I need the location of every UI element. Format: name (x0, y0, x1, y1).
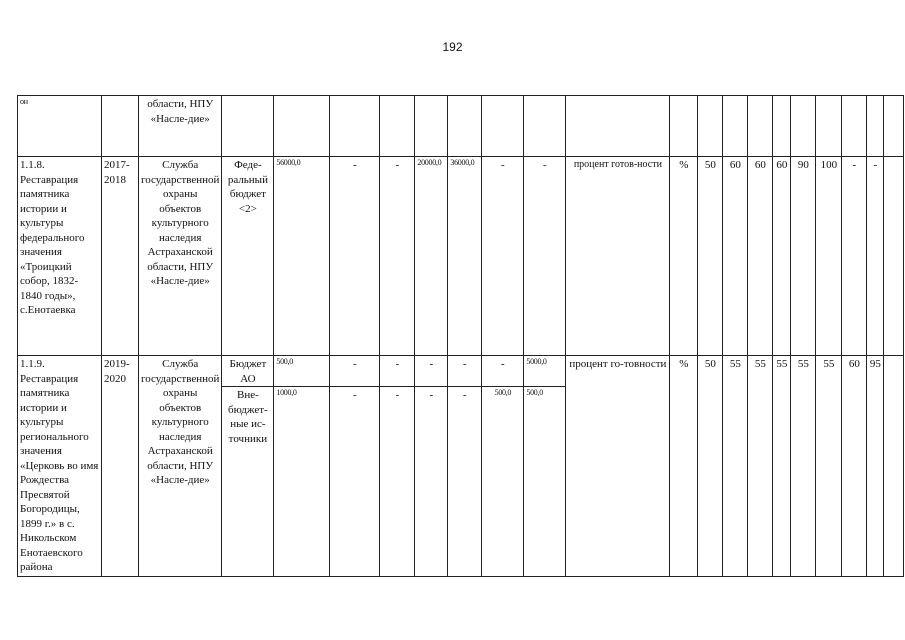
value-cell: 60 (723, 157, 748, 356)
amount-value: 1000,0 (276, 388, 297, 397)
amount-value: - (415, 356, 447, 387)
amount-value: - (448, 356, 481, 387)
funding-source (222, 356, 274, 577)
executor: Служба государственной охраны объектов культурного наследия Астраханской области, НПУ «Насле-дие» (139, 356, 222, 577)
period (102, 96, 139, 157)
value-cell (698, 96, 723, 157)
amount-cell (482, 356, 524, 577)
amount-cell (448, 356, 482, 577)
table-row (18, 157, 904, 356)
indicator (566, 96, 670, 157)
amount-value: - (429, 389, 434, 401)
value-cell: 60 (842, 356, 867, 577)
value-cell: 55 (791, 356, 816, 577)
amount-value: - (482, 356, 523, 387)
table-row (18, 96, 904, 157)
unit: % (670, 356, 698, 577)
amount-cell (330, 356, 380, 577)
amount-cell (415, 356, 448, 577)
funding-source-budget: Бюджет АО (222, 356, 273, 387)
value-cell: 60 (773, 157, 791, 356)
value-cell (884, 96, 904, 157)
funding-source (222, 96, 274, 157)
value-cell (816, 96, 842, 157)
amount-cell (380, 96, 415, 157)
value-cell: 60 (748, 157, 773, 356)
page-number: 192 (442, 40, 463, 54)
amount-value: - (395, 389, 400, 401)
amount-value: - (463, 389, 467, 401)
value-cell: 90 (791, 157, 816, 356)
amount-cell (524, 96, 566, 157)
value-cell: 100 (816, 157, 842, 356)
amount-value: - (330, 356, 379, 387)
value-cell: 50 (698, 356, 723, 577)
amount-value: 500,0 (274, 356, 329, 387)
value-cell (842, 96, 867, 157)
program-table (17, 95, 904, 577)
funding-source: Феде-ральный бюджет <2> (222, 157, 274, 356)
unit: % (670, 157, 698, 356)
amount-cell (448, 96, 482, 157)
amount-cell (482, 96, 524, 157)
amount-cell: - (380, 157, 415, 356)
amount-cell (330, 96, 380, 157)
funding-source-extra: Вне-бюджет-ные ис-точники (228, 389, 268, 445)
indicator: процент готов-ности (566, 157, 670, 356)
amount-value: 500,0 (526, 388, 543, 397)
value-cell (791, 96, 816, 157)
measure-name: 1.1.9. Реставрация памятника истории и культуры регионального значения «Церковь во имя Рождества Пресвятой Богородицы, 1899 г.» в с. Никольском Енотаевского района (18, 356, 102, 577)
amount-cell (415, 96, 448, 157)
amount-cell (524, 356, 566, 577)
value-cell (884, 356, 904, 577)
value-cell (723, 96, 748, 157)
amount-cell (380, 356, 415, 577)
value-cell (773, 96, 791, 157)
amount-cell (274, 96, 330, 157)
value-cell: 50 (698, 157, 723, 356)
value-cell: 55 (748, 356, 773, 577)
value-cell (884, 157, 904, 356)
amount-cell (274, 356, 330, 577)
amount-cell: - (524, 157, 566, 356)
value-cell: 55 (723, 356, 748, 577)
amount-cell: 20000,0 (415, 157, 448, 356)
period: 2019-2020 (102, 356, 139, 577)
indicator: процент го-товности (566, 356, 670, 577)
amount-cell: - (330, 157, 380, 356)
value-cell: - (842, 157, 867, 356)
amount-value: 5000,0 (524, 356, 565, 387)
amount-value: - (380, 356, 414, 387)
measure-name: 1.1.8. Реставрация памятника истории и культуры федерального значения «Троицкий собор, 1832-1840 годы», с.Енотаевка (18, 157, 102, 356)
measure-name: он (18, 96, 102, 157)
unit (670, 96, 698, 157)
value-cell: 55 (816, 356, 842, 577)
amount-cell: 56000,0 (274, 157, 330, 356)
amount-cell: 36000,0 (448, 157, 482, 356)
value-cell: 95 (867, 356, 884, 577)
value-cell (748, 96, 773, 157)
value-cell: 55 (773, 356, 791, 577)
value-cell (867, 96, 884, 157)
amount-value: - (353, 389, 357, 401)
value-cell: - (867, 157, 884, 356)
amount-value: 500,0 (494, 388, 512, 397)
executor: области, НПУ «Насле-дие» (139, 96, 222, 157)
table-row (18, 356, 904, 577)
amount-cell: - (482, 157, 524, 356)
period: 2017-2018 (102, 157, 139, 356)
executor: Служба государственной охраны объектов культурного наследия Астраханской области, НПУ «Насле-дие» (139, 157, 222, 356)
